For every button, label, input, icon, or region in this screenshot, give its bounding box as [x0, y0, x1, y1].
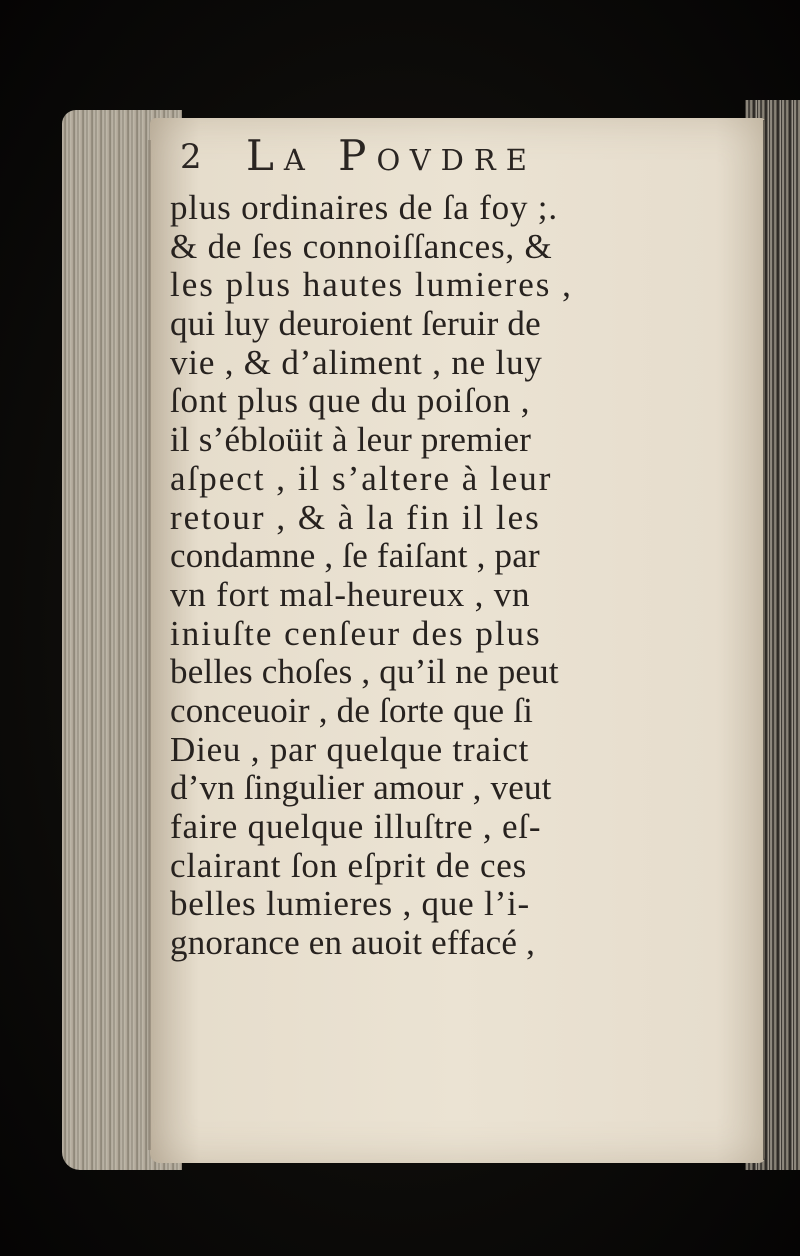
text-line: aſpect , il s’altere à leur	[170, 458, 553, 498]
text-line: vie , & d’aliment , ne luy	[170, 342, 543, 382]
text-line: vn fort mal-heureux , vn	[170, 574, 531, 614]
text-line: les plus hautes lumieres ,	[170, 265, 573, 305]
text-line: d’vn ſingulier amour , veut	[170, 768, 552, 808]
text-line: plus ordinaires de ſa foy ;.	[170, 188, 558, 227]
text-line: ſont plus que du poiſon ,	[170, 381, 531, 421]
page-gutter-shadow	[148, 140, 151, 1150]
page-right-edge	[763, 120, 765, 1160]
text-block	[170, 189, 760, 963]
text-line: faire quelque illuſtre , eſ-	[170, 807, 542, 846]
text-line: clairant ſon eſprit de ces	[170, 845, 528, 885]
text-line: Dieu , par quelque traict	[170, 729, 530, 769]
text-line: gnorance en auoit effacé ,	[170, 923, 536, 963]
text-line: qui luy deuroient ſeruir de	[170, 304, 541, 344]
text-line: il s’ébloüit à leur premier	[170, 420, 532, 460]
text-line: & de ſes connoiſſances, &	[170, 226, 553, 266]
page-number: 2	[180, 137, 202, 177]
running-title: La Povdre	[246, 131, 537, 180]
text-line: belles lumieres , que l’i-	[170, 884, 530, 924]
text-line: belles choſes , qu’il ne peut	[170, 652, 559, 692]
text-line: retour , & à la fin il les	[170, 497, 541, 537]
text-line: conceuoir , de ſorte que ſi	[170, 690, 534, 730]
text-line: iniuſte cenſeur des plus	[170, 613, 542, 653]
text-line: condamne , ſe faiſant , par	[170, 536, 540, 576]
